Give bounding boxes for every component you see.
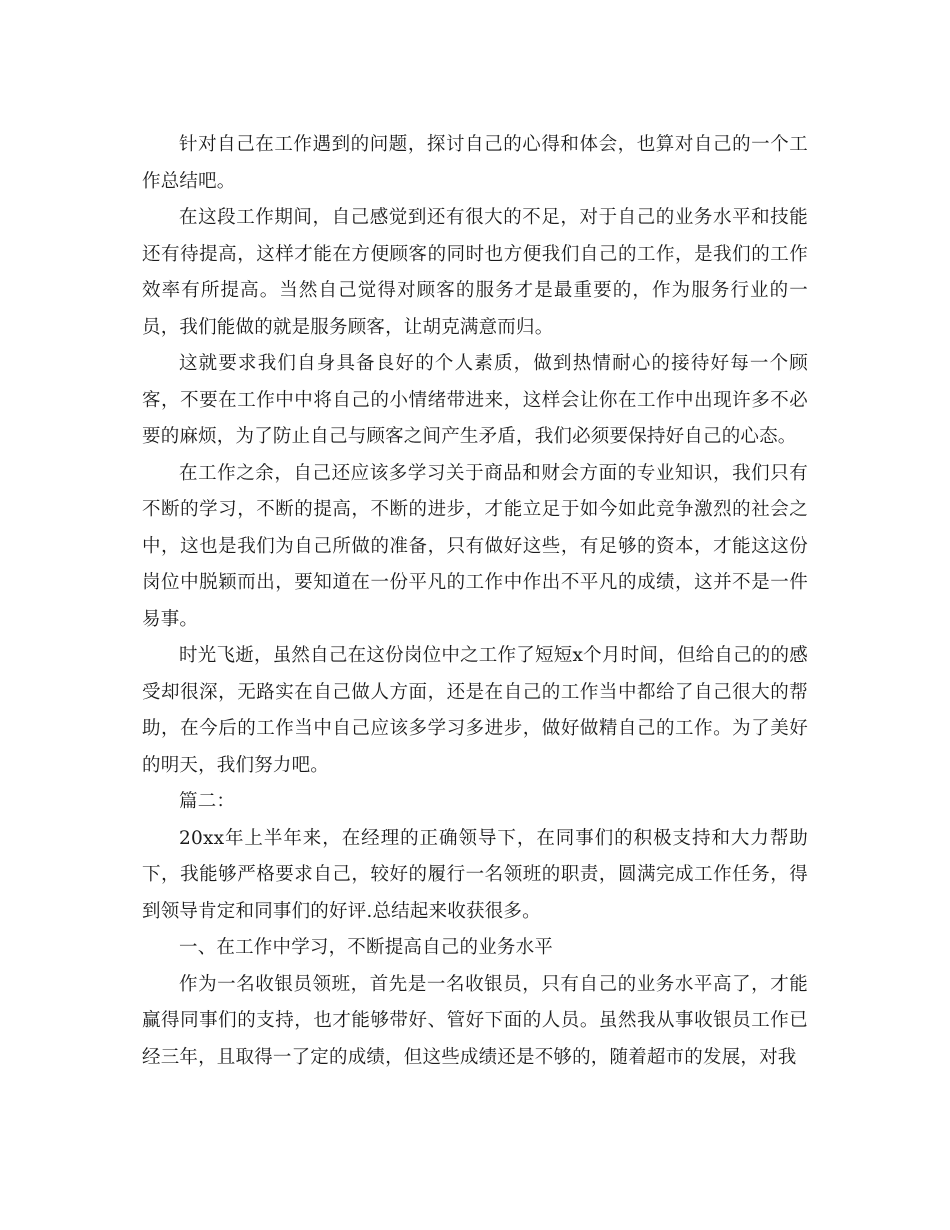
section-heading-part-two: 篇二： bbox=[179, 791, 236, 812]
document-body bbox=[142, 127, 808, 1076]
paragraph-4: 在工作之余，自己还应该多学习关于商品和财会方面的专业知识，我们只有不断的学习，不断的提高，不断的进步，才能立足于如今如此竞争激烈的社会之中，这也是我们为自己所做的准备，只有做好这些，有足够的资本，才能这这份岗位中脱颖而出，要知道在一份平凡的工作中作出不平凡的成绩，这并不是一件易事。 bbox=[142, 462, 808, 630]
paragraph-6: 20xx年上半年来，在经理的正确领导下，在同事们的积极支持和大力帮助下，我能够严格要求自己，较好的履行一名领班的职责，圆满完成工作任务，得到领导肯定和同事们的好评.总结起来收获很多。 bbox=[142, 827, 808, 922]
paragraph-7: 作为一名收银员领班，首先是一名收银员，只有自己的业务水平高了，才能赢得同事们的支持，也才能够带好、管好下面的人员。虽然我从事收银员工作已经三年，且取得一了定的成绩，但这些成绩还是不够的，随着超市的发展，对我 bbox=[142, 973, 808, 1068]
subheading-1: 一、在工作中学习，不断提高自己的业务水平 bbox=[179, 937, 554, 958]
paragraph-1: 针对自己在工作遇到的问题，探讨自己的心得和体会，也算对自己的一个工作总结吧。 bbox=[142, 134, 808, 192]
paragraph-2: 在这段工作期间，自己感觉到还有很大的不足，对于自己的业务水平和技能还有待提高，这样才能在方便顾客的同时也方便我们自己的工作，是我们的工作效率有所提高。当然自己觉得对顾客的服务才是最重要的，作为服务行业的一员，我们能做的就是服务顾客，让胡克满意而归。 bbox=[142, 207, 808, 338]
paragraph-5: 时光飞逝，虽然自己在这份岗位中之工作了短短x个月时间，但给自己的的感受却很深，无路实在自己做人方面，还是在自己的工作当中都给了自己很大的帮助，在今后的工作当中自己应该多学习多进步，做好做精自己的工作。为了美好的明天，我们努力吧。 bbox=[142, 645, 808, 776]
paragraph-3: 这就要求我们自身具备良好的个人素质，做到热情耐心的接待好每一个顾客，不要在工作中中将自己的小情绪带进来，这样会让你在工作中出现许多不必要的麻烦，为了防止自己与顾客之间产生矛盾，我们必须要保持好自己的心态。 bbox=[142, 353, 808, 447]
